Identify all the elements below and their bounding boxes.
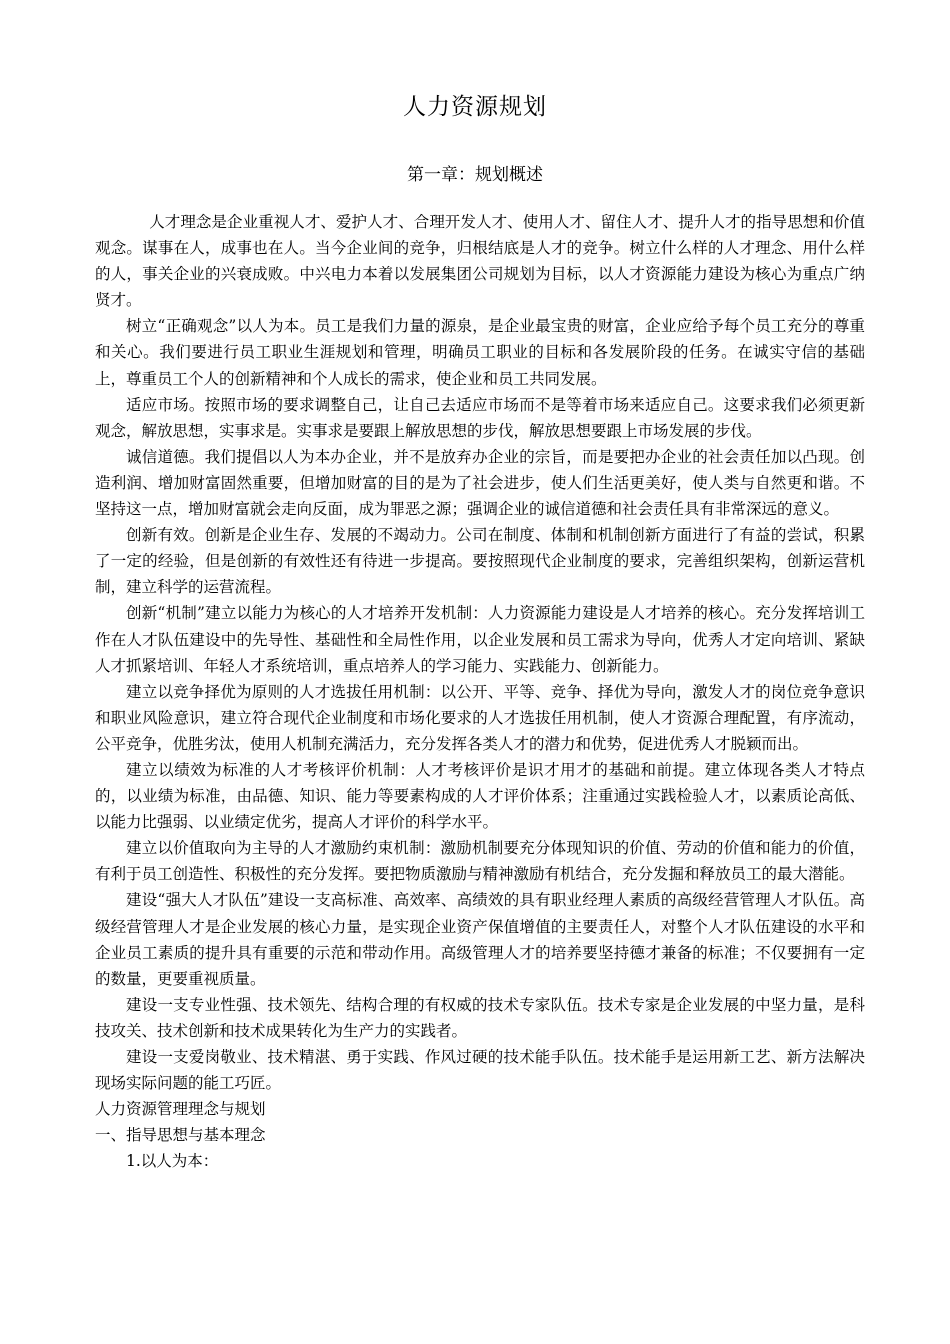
section-heading: 人力资源管理理念与规划 <box>95 1100 266 1119</box>
paragraph-incentive-mechanism: 建立以价值取向为主导的人才激励约束机制：激励机制要充分体现知识的价值、劳动的价值和能力的价值，有利于员工创造性、积极性的充分发挥。要把物质激励与精神激励有机结合，充分发掘和释放员工的最大潜能。 <box>95 839 865 884</box>
paragraph-innovation: 创新有效。创新是企业生存、发展的不竭动力。公司在制度、体制和机制创新方面进行了有益的尝试，积累了一定的经验，但是创新的有效性还有待进一步提高。要按照现代企业制度的要求，完善组织架构，创新运营机制，建立科学的运营流程。 <box>95 526 865 597</box>
paragraph-training-mechanism: 创新“机制”建立以能力为核心的人才培养开发机制：人力资源能力建设是人才培养的核心。充分发挥培训工作在人才队伍建设中的先导性、基础性和全局性作用，以企业发展和员工需求为导向，优秀人才定向培训、紧缺人才抓紧培训、年轻人才系统培训，重点培养人的学习能力、实践能力、创新能力。 <box>95 604 865 675</box>
document-body <box>95 209 865 1174</box>
document-title: 人力资源规划 <box>403 94 547 120</box>
item-heading: 1.以人为本： <box>126 1152 219 1171</box>
subsection-heading: 一、指导思想与基本理念 <box>95 1126 266 1145</box>
paragraph-selection-mechanism: 建立以竞争择优为原则的人才选拔任用机制：以公开、平等、竞争、择优为导向，激发人才的岗位竞争意识和职业风险意识，建立符合现代企业制度和市场化要求的人才选拔任用机制，使人才资源合理配置，有序流动，公平竞争，优胜劣汰，使用人机制充满活力，充分发挥各类人才的潜力和优势，促进优秀人才脱颖而出。 <box>95 682 865 753</box>
paragraph-adapt-market: 适应市场。按照市场的要求调整自己，让自己去适应市场而不是等着市场来适应自己。这要求我们必须更新观念，解放思想，实事求是。实事求是要跟上解放思想的步伐，解放思想要跟上市场发展的步伐。 <box>95 395 865 440</box>
paragraph-expert-team: 建设一支专业性强、技术领先、结构合理的有权威的技术专家队伍。技术专家是企业发展的中坚力量，是科技攻关、技术创新和技术成果转化为生产力的实践者。 <box>95 995 865 1040</box>
paragraph-people-oriented: 树立“正确观念”以人为本。员工是我们力量的源泉，是企业最宝贵的财富，企业应给予每个员工充分的尊重和关心。我们要进行员工职业生涯规划和管理，明确员工职业的目标和各发展阶段的任务。在诚实守信的基础上，尊重员工个人的创新精神和个人成长的需求，使企业和员工共同发展。 <box>95 317 865 388</box>
paragraph-evaluation-mechanism: 建立以绩效为标准的人才考核评价机制：人才考核评价是识才用才的基础和前提。建立体现各类人才特点的，以业绩为标准，由品德、知识、能力等要素构成的人才评价体系；注重通过实践检验人才，以素质论高低、以能力比强弱、以业绩定优劣，提高人才评价的科学水平。 <box>95 760 865 832</box>
chapter-heading: 第一章：规划概述 <box>407 165 543 185</box>
paragraph-integrity: 诚信道德。我们提倡以人为本办企业，并不是放弃办企业的宗旨，而是要把办企业的社会责任加以凸现。创造利润、增加财富固然重要，但增加财富的目的是为了社会进步，使人们生活更美好，使人类与自然更和谐。不坚持这一点，增加财富就会走向反面，成为罪恶之源；强调企业的诚信道德和社会责任具有非常深远的意义。 <box>95 447 865 519</box>
paragraph-talent-concept: 人才理念是企业重视人才、爱护人才、合理开发人才、使用人才、留住人才、提升人才的指导思想和价值观念。谋事在人，成事也在人。当今企业间的竞争，归根结底是人才的竞争。树立什么样的人才理念、用什么样的人，事关企业的兴衰成败。中兴电力本着以发展集团公司规划为目标，以人才资源能力建设为核心为重点广纳贤才。 <box>95 213 865 310</box>
paragraph-technician-team: 建设一支爱岗敬业、技术精湛、勇于实践、作风过硬的技术能手队伍。技术能手是运用新工艺、新方法解决现场实际问题的能工巧匠。 <box>95 1048 865 1093</box>
paragraph-management-team: 建设“强大人才队伍”建设一支高标准、高效率、高绩效的具有职业经理人素质的高级经营管理人才队伍。高级经营管理人才是企业发展的核心力量，是实现企业资产保值增值的主要责任人，对整个人才队伍建设的水平和企业员工素质的提升具有重要的示范和带动作用。高级管理人才的培养要坚持德才兼备的标准；不仅要拥有一定的数量，更要重视质量。 <box>95 891 865 988</box>
